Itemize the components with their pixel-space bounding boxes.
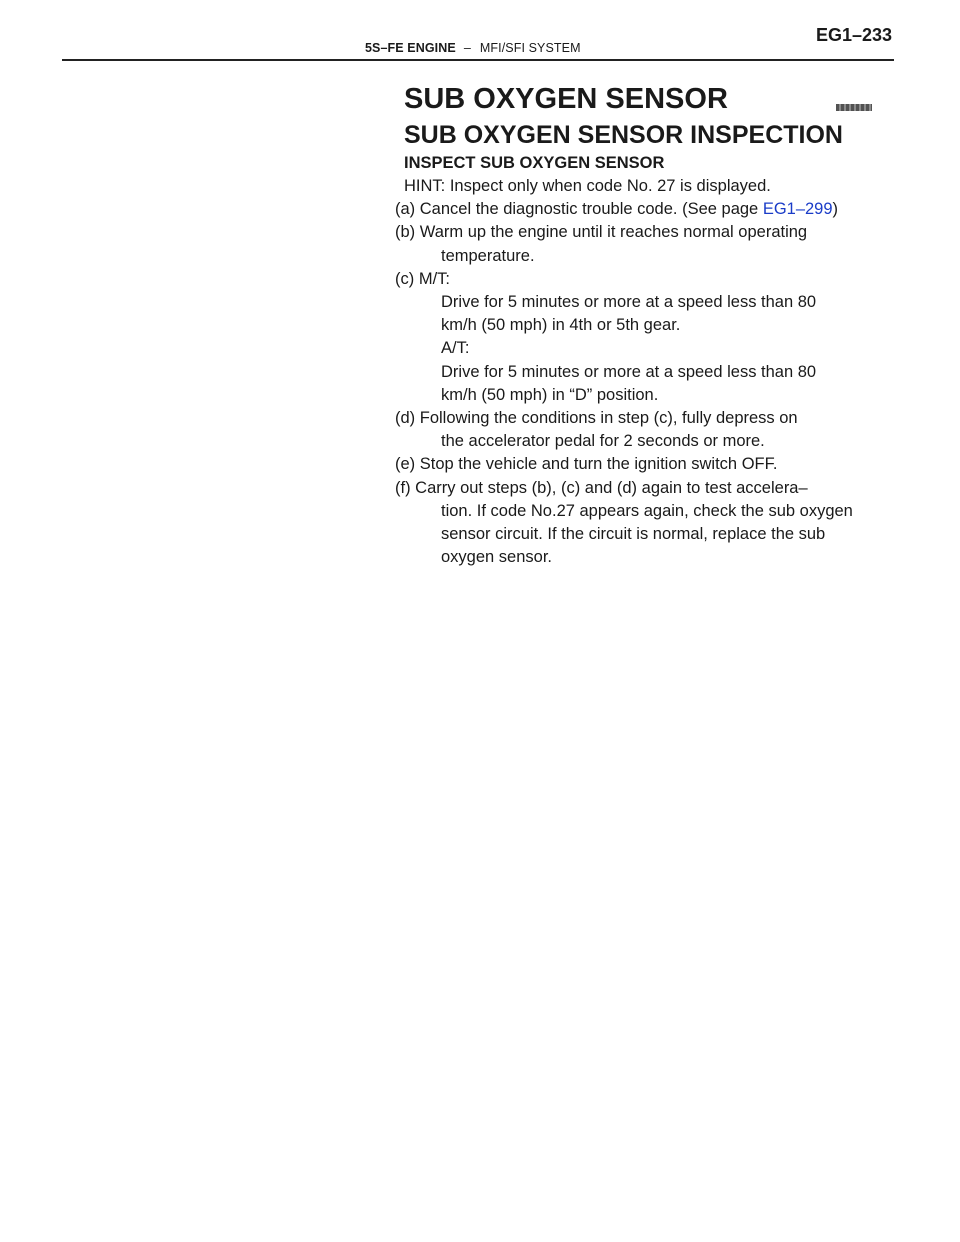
- step-c-line-4: A/T:: [441, 339, 470, 358]
- step-f-line-1: (f) Carry out steps (b), (c) and (d) again to test accelera–: [395, 478, 808, 497]
- step-c-line-5: Drive for 5 minutes or more at a speed less than 80: [441, 362, 817, 381]
- page-number: EG1–233: [815, 25, 892, 45]
- step-a-text: (a) Cancel the diagnostic trouble code. (See page: [395, 200, 763, 219]
- section-title: SUB OXYGEN SENSOR INSPECTION: [404, 121, 843, 149]
- page-link-eg1-299[interactable]: EG1–299: [762, 200, 833, 219]
- step-f-line-3: sensor circuit. If the circuit is normal, replace the sub: [441, 525, 826, 544]
- page-content: [395, 82, 904, 569]
- page-title: SUB OXYGEN SENSOR: [404, 83, 728, 115]
- step-f-line-2: tion. If code No.27 appears again, check the sub oxygen: [441, 501, 853, 520]
- step-d-line-2: the accelerator pedal for 2 seconds or more.: [441, 432, 765, 451]
- step-c-line-1: (c) M/T:: [395, 269, 450, 288]
- step-e-line-1: (e) Stop the vehicle and turn the ignition switch OFF.: [395, 455, 778, 474]
- step-f-line-4: oxygen sensor.: [441, 548, 552, 567]
- running-header: [365, 41, 581, 55]
- header-rule: [62, 59, 894, 61]
- step-b-line-1: (b) Warm up the engine until it reaches normal operating: [395, 223, 808, 242]
- step-a: [395, 198, 904, 221]
- step-c-line-2: Drive for 5 minutes or more at a speed less than 80: [441, 293, 817, 312]
- hint-text: HINT: Inspect only when code No. 27 is displayed.: [404, 177, 771, 195]
- step-b-line-2: temperature.: [441, 246, 535, 265]
- step-c-line-6: km/h (50 mph) in “D” position.: [441, 385, 659, 404]
- step-c-line-3: km/h (50 mph) in 4th or 5th gear.: [441, 316, 681, 335]
- header-system: MFI/SFI SYSTEM: [479, 41, 581, 55]
- header-section: 5S–FE ENGINE: [365, 41, 456, 55]
- step-a-close: ): [832, 200, 839, 219]
- step-d-line-1: (d) Following the conditions in step (c), fully depress on: [395, 409, 798, 428]
- header-separator: –: [463, 41, 471, 55]
- procedure-heading: INSPECT SUB OXYGEN SENSOR: [404, 154, 665, 172]
